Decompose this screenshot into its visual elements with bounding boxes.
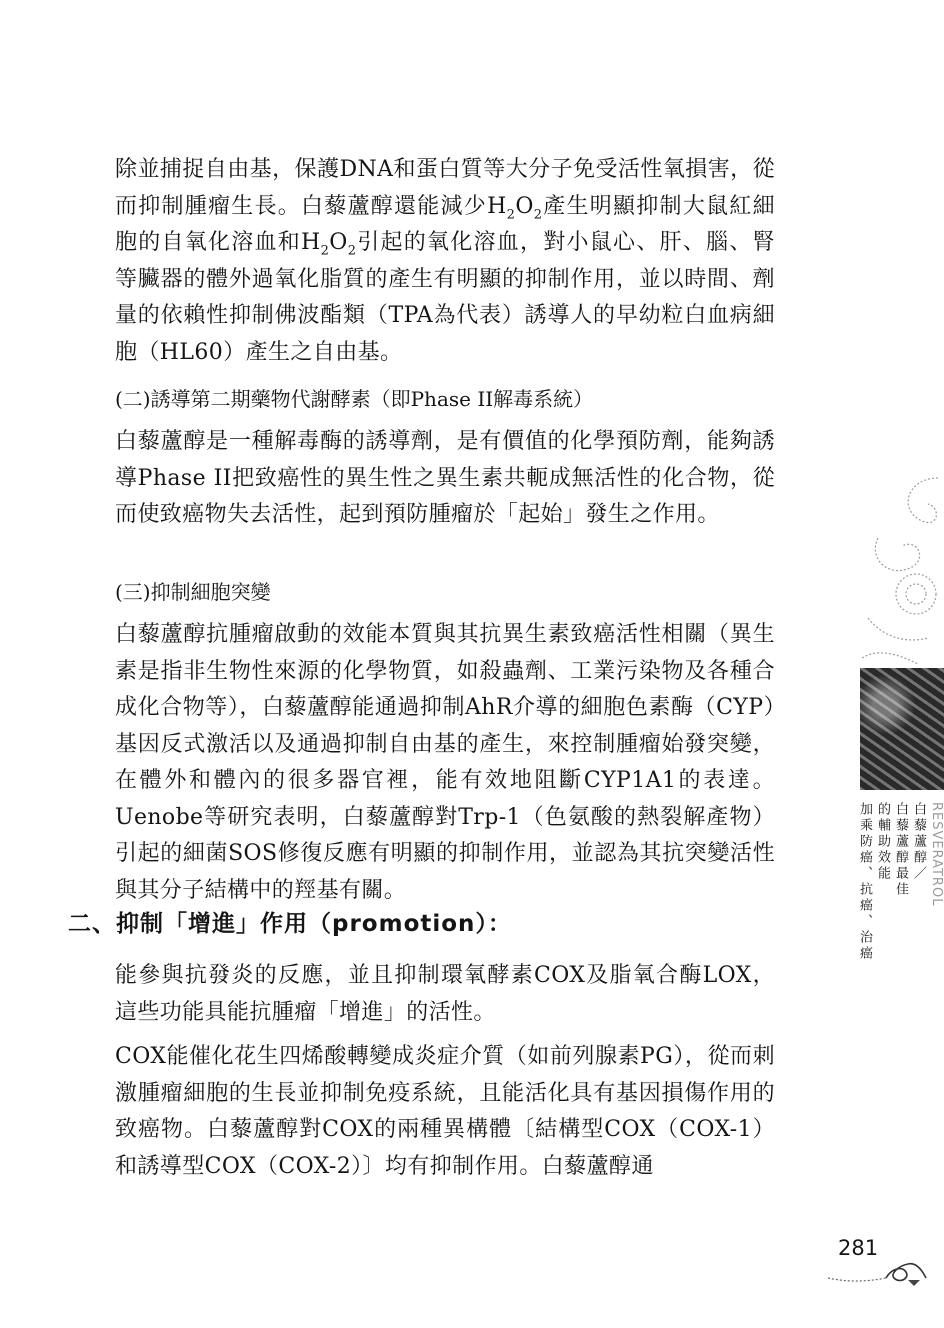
paragraph-cox: COX能催化花生四烯酸轉變成炎症介質（如前列腺素PG），從而刺激腫瘤細胞的生長並抑制免疫系統，且能活化具有基因損傷作用的致癌物。白藜蘆醇對COX的兩種異構體〔結構型COX（COX-1）和誘導型COX（COX-2）〕均有抑制作用。白藜蘆醇通	[115, 1044, 775, 1179]
paragraph-phase2: 白藜蘆醇是一種解毒酶的誘導劑，是有價值的化學預防劑，能夠誘導Phase II把致癌性的異生性之異生素共軛成無活性的化合物，從而使致癌物失去活性，起到預防腫瘤於「起始」發生之作用。	[115, 429, 775, 527]
page-number: 281	[838, 1236, 879, 1260]
side-title-col1: 白藜蘆醇／	[911, 802, 926, 882]
section-heading-promotion: 二、抑制「增進」作用（promotion）：	[68, 911, 512, 937]
side-title-col3: 的輔助效能	[875, 802, 890, 882]
subheading-phase2: (二)誘導第二期藥物代謝酵素（即Phase II解毒系統）	[115, 387, 594, 411]
page-ornament-icon	[826, 1258, 930, 1288]
side-title-faint: RESVERATROL	[929, 802, 944, 907]
paragraph-anti-inflammation: 能參與抗發炎的反應，並且抑制環氧酵素COX及脂氧合酶LOX，這些功能具能抗腫瘤「增進」的活性。	[115, 963, 775, 1025]
side-title-col4: 加乘防癌、抗癌、治癌	[857, 802, 872, 962]
paragraph-mutation: 白藜蘆醇抗腫瘤啟動的效能本質與其抗異生素致癌活性相關（異生素是指非生物性來源的化學物質，如殺蟲劑、工業污染物及各種合成化合物等），白藜蘆醇能通過抑制AhR介導的細胞色素酶（CYP）基因反式激活以及通過抑制自由基的產生，來控制腫瘤始發突變，在體外和體內的很多器官裡，能有效地阻斷CYP1A1的表達。Uenobe等研究表明，白藜蘆醇對Trp-1（色氨酸的熱裂解產物）引起的細菌SOS修復反應有明顯的抑制作用，並認為其抗突變活性與其分子結構中的羥基有關。	[115, 622, 775, 903]
running-side-title	[857, 802, 944, 1192]
side-title-col2: 白藜蘆醇最佳	[893, 802, 908, 898]
decorative-photo	[860, 668, 944, 790]
decorative-swirl-graphic	[858, 468, 944, 668]
subheading-mutation: (三)抑制細胞突變	[115, 580, 271, 604]
paragraph-antioxidant: 除並捕捉自由基，保護DNA和蛋白質等大分子免受活性氧損害，從而抑制腫瘤生長。白藜蘆醇還能減少$H_2O_2$產生明顯抑制大鼠紅細胞的自氧化溶血和$H_2O_2$引起的氧化溶血，對小鼠心、肝、腦、腎等臟器的體外過氧化脂質的產生有明顯的抑制作用，並以時間、劑量的依賴性抑制佛波酯類（TPA為代表）誘導人的早幼粒白血病細胞（HL60）產生之自由基。	[115, 157, 775, 365]
